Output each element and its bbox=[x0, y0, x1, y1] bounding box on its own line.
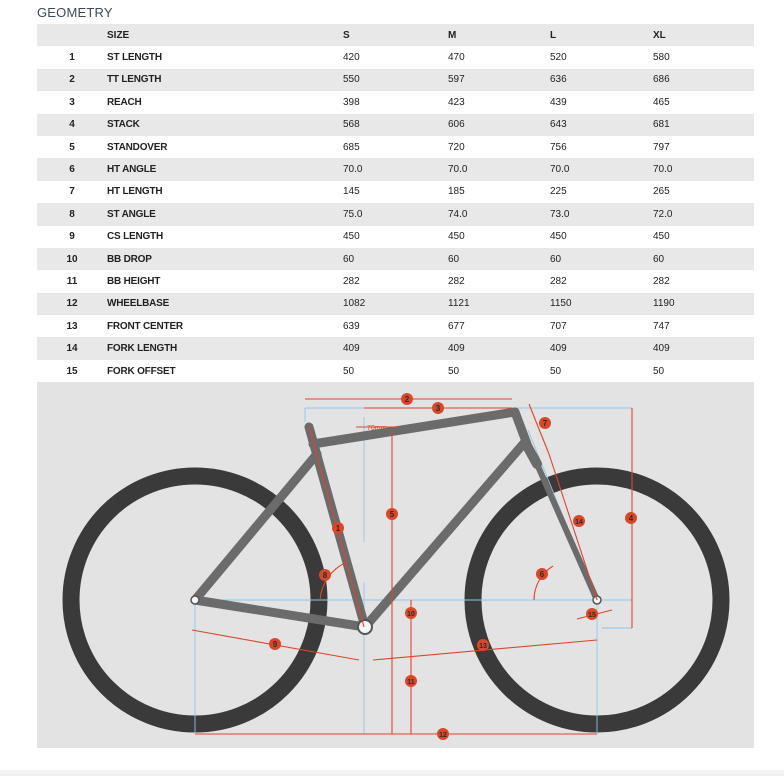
table-row bbox=[37, 270, 754, 292]
row-value: 720 bbox=[448, 136, 550, 158]
table-row bbox=[37, 114, 754, 136]
row-number: 5 bbox=[37, 136, 107, 158]
row-number: 1 bbox=[37, 46, 107, 68]
row-value: 439 bbox=[550, 91, 653, 113]
svg-text:12: 12 bbox=[439, 732, 447, 739]
column-header-xl: XL bbox=[653, 24, 754, 46]
table-row bbox=[37, 136, 754, 158]
row-label: STANDOVER bbox=[107, 136, 343, 158]
row-value: 1150 bbox=[550, 293, 653, 315]
row-value: 597 bbox=[448, 69, 550, 91]
table-row bbox=[37, 69, 754, 91]
row-value: 60 bbox=[653, 248, 754, 270]
column-header-size: SIZE bbox=[107, 24, 343, 46]
marker-14 bbox=[573, 515, 585, 527]
row-value: 707 bbox=[550, 315, 653, 337]
row-value: 636 bbox=[550, 69, 653, 91]
table-row bbox=[37, 248, 754, 270]
marker-8 bbox=[319, 569, 331, 581]
row-label: STACK bbox=[107, 114, 343, 136]
row-value: 75.0 bbox=[343, 203, 448, 225]
row-value: 409 bbox=[343, 337, 448, 359]
table-row bbox=[37, 181, 754, 203]
row-label: FRONT CENTER bbox=[107, 315, 343, 337]
row-value: 423 bbox=[448, 91, 550, 113]
row-value: 756 bbox=[550, 136, 653, 158]
row-value: 677 bbox=[448, 315, 550, 337]
row-value: 282 bbox=[653, 270, 754, 292]
column-header-s: S bbox=[343, 24, 448, 46]
row-value: 409 bbox=[653, 337, 754, 359]
row-value: 60 bbox=[550, 248, 653, 270]
row-value: 450 bbox=[448, 226, 550, 248]
svg-text:10: 10 bbox=[407, 611, 415, 618]
table-row bbox=[37, 226, 754, 248]
bottom-bracket bbox=[358, 620, 372, 634]
row-number: 7 bbox=[37, 181, 107, 203]
row-number: 12 bbox=[37, 293, 107, 315]
row-value: 265 bbox=[653, 181, 754, 203]
geometry-diagram bbox=[37, 382, 754, 748]
marker-5 bbox=[386, 508, 398, 520]
column-header-m: M bbox=[448, 24, 550, 46]
marker-10 bbox=[405, 607, 417, 619]
row-value: 606 bbox=[448, 114, 550, 136]
svg-text:6: 6 bbox=[539, 570, 545, 579]
svg-text:13: 13 bbox=[479, 643, 487, 650]
svg-text:9: 9 bbox=[272, 640, 278, 649]
row-label: WHEELBASE bbox=[107, 293, 343, 315]
row-label: CS LENGTH bbox=[107, 226, 343, 248]
row-value: 50 bbox=[448, 360, 550, 382]
row-number: 9 bbox=[37, 226, 107, 248]
row-value: 50 bbox=[550, 360, 653, 382]
table-header-row bbox=[37, 24, 754, 46]
row-value: 74.0 bbox=[448, 203, 550, 225]
row-value: 70.0 bbox=[448, 158, 550, 180]
marker-1 bbox=[332, 522, 344, 534]
svg-text:7: 7 bbox=[542, 419, 548, 428]
geometry-table bbox=[37, 24, 754, 382]
row-value: 1121 bbox=[448, 293, 550, 315]
row-value: 70.0 bbox=[343, 158, 448, 180]
row-label: FORK LENGTH bbox=[107, 337, 343, 359]
table-row bbox=[37, 360, 754, 382]
row-value: 50 bbox=[343, 360, 448, 382]
row-label: BB HEIGHT bbox=[107, 270, 343, 292]
row-value: 72.0 bbox=[653, 203, 754, 225]
marker-4 bbox=[625, 512, 637, 524]
row-value: 73.0 bbox=[550, 203, 653, 225]
table-row bbox=[37, 203, 754, 225]
row-value: 643 bbox=[550, 114, 653, 136]
svg-text:15: 15 bbox=[588, 612, 596, 619]
row-number: 14 bbox=[37, 337, 107, 359]
row-value: 747 bbox=[653, 315, 754, 337]
svg-text:2: 2 bbox=[404, 395, 410, 404]
row-value: 450 bbox=[343, 226, 448, 248]
row-value: 409 bbox=[550, 337, 653, 359]
row-value: 568 bbox=[343, 114, 448, 136]
svg-text:8: 8 bbox=[322, 571, 328, 580]
row-value: 580 bbox=[653, 46, 754, 68]
row-value: 60 bbox=[448, 248, 550, 270]
row-value: 185 bbox=[448, 181, 550, 203]
row-value: 550 bbox=[343, 69, 448, 91]
svg-text:4: 4 bbox=[628, 514, 634, 523]
row-number: 3 bbox=[37, 91, 107, 113]
svg-text:1: 1 bbox=[335, 524, 341, 533]
row-value: 797 bbox=[653, 136, 754, 158]
row-label: FORK OFFSET bbox=[107, 360, 343, 382]
row-number: 2 bbox=[37, 69, 107, 91]
row-value: 409 bbox=[448, 337, 550, 359]
row-value: 1190 bbox=[653, 293, 754, 315]
row-value: 1082 bbox=[343, 293, 448, 315]
row-label: ST ANGLE bbox=[107, 203, 343, 225]
row-label: HT ANGLE bbox=[107, 158, 343, 180]
column-header-l: L bbox=[550, 24, 653, 46]
row-value: 639 bbox=[343, 315, 448, 337]
row-value: 686 bbox=[653, 69, 754, 91]
row-value: 520 bbox=[550, 46, 653, 68]
row-label: REACH bbox=[107, 91, 343, 113]
row-label: HT LENGTH bbox=[107, 181, 343, 203]
svg-text:11: 11 bbox=[407, 679, 415, 686]
marker-6 bbox=[536, 568, 548, 580]
marker-15 bbox=[586, 608, 598, 620]
table-row bbox=[37, 91, 754, 113]
row-number: 8 bbox=[37, 203, 107, 225]
row-number: 4 bbox=[37, 114, 107, 136]
row-number: 10 bbox=[37, 248, 107, 270]
row-value: 145 bbox=[343, 181, 448, 203]
row-value: 450 bbox=[653, 226, 754, 248]
row-value: 282 bbox=[550, 270, 653, 292]
marker-2 bbox=[401, 393, 413, 405]
row-value: 420 bbox=[343, 46, 448, 68]
annotation-70mm: 70mm bbox=[367, 425, 387, 432]
row-label: ST LENGTH bbox=[107, 46, 343, 68]
row-value: 70.0 bbox=[653, 158, 754, 180]
table-row bbox=[37, 337, 754, 359]
row-number: 11 bbox=[37, 270, 107, 292]
row-number: 15 bbox=[37, 360, 107, 382]
row-value: 60 bbox=[343, 248, 448, 270]
marker-13 bbox=[477, 639, 489, 651]
column-header-number bbox=[37, 24, 107, 46]
table-row bbox=[37, 293, 754, 315]
svg-text:3: 3 bbox=[435, 404, 441, 413]
row-value: 70.0 bbox=[550, 158, 653, 180]
row-label: TT LENGTH bbox=[107, 69, 343, 91]
row-label: BB DROP bbox=[107, 248, 343, 270]
marker-12 bbox=[437, 728, 449, 740]
row-value: 282 bbox=[343, 270, 448, 292]
marker-11 bbox=[405, 675, 417, 687]
footer-bar bbox=[0, 770, 784, 776]
marker-9 bbox=[269, 638, 281, 650]
row-value: 685 bbox=[343, 136, 448, 158]
table-row bbox=[37, 315, 754, 337]
bike-geometry-svg bbox=[37, 382, 754, 748]
row-value: 398 bbox=[343, 91, 448, 113]
row-number: 13 bbox=[37, 315, 107, 337]
row-value: 470 bbox=[448, 46, 550, 68]
row-value: 50 bbox=[653, 360, 754, 382]
rear-axle bbox=[191, 596, 199, 604]
row-value: 465 bbox=[653, 91, 754, 113]
page-title: GEOMETRY bbox=[37, 5, 113, 20]
row-value: 225 bbox=[550, 181, 653, 203]
marker-7 bbox=[539, 417, 551, 429]
row-value: 450 bbox=[550, 226, 653, 248]
table-row bbox=[37, 158, 754, 180]
svg-text:5: 5 bbox=[389, 510, 395, 519]
svg-text:14: 14 bbox=[575, 519, 583, 526]
marker-3 bbox=[432, 402, 444, 414]
row-value: 282 bbox=[448, 270, 550, 292]
row-number: 6 bbox=[37, 158, 107, 180]
row-value: 681 bbox=[653, 114, 754, 136]
table-row bbox=[37, 46, 754, 68]
